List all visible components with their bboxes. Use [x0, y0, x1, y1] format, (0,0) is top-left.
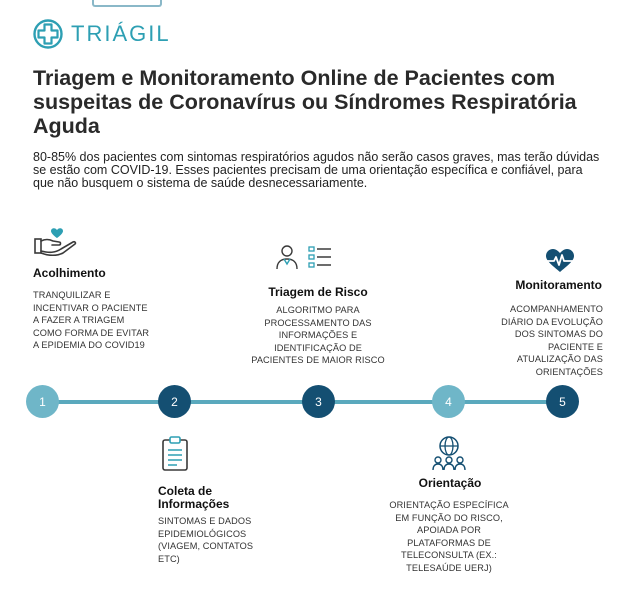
hand-heart-icon — [33, 226, 79, 256]
doctor-list-icon — [276, 244, 332, 270]
page-title: Triagem e Monitoramento Online de Pacientes com suspeitas de Coronavírus ou Síndromes Respiratória Aguda — [33, 66, 577, 138]
step-4-title: Orientação — [418, 476, 482, 490]
step-1-description: TRANQUILIZAR E INCENTIVAR O PACIENTE A FAZER A TRIAGEM COMO FORMA DE EVITAR A EPIDEMIA DO COVID19 — [33, 290, 150, 351]
step-3-node: 3 — [302, 385, 335, 418]
intro-paragraph: 80-85% dos pacientes com sintomas respiratórios agudos não serão casos graves, mas terão dúvidas se estão com COVID-19. Esses pacientes precisam de uma orientação específica e confiável, para que não busquem o sistema de saúde desnecessariamente. — [33, 150, 600, 190]
cross-logo-icon — [33, 19, 63, 49]
step-3-description: ALGORITMO PARA PROCESSAMENTO DAS INFORMAÇÕES E IDENTIFICAÇÃO DE PACIENTES DE MAIOR RISCO — [251, 305, 385, 366]
globe-people-icon — [431, 436, 467, 472]
step-2-node: 2 — [158, 385, 191, 418]
heart-pulse-icon — [544, 248, 576, 274]
brand-logo — [33, 14, 171, 54]
step-2-title: Coleta de Informações — [158, 484, 230, 511]
step-3-title: Triagem de Risco — [268, 285, 368, 299]
step-1-title: Acolhimento — [33, 266, 106, 280]
step-5-description: ACOMPANHAMENTO DIÁRIO DA EVOLUÇÃO DOS SINTOMAS DO PACIENTE E ATUALIZAÇÃO DAS ORIENTAÇÕES — [501, 304, 603, 377]
step-1-node: 1 — [26, 385, 59, 418]
brand-name: TRIÁGIL — [71, 21, 171, 46]
clipboard-icon — [161, 436, 189, 472]
decorative-stub — [92, 0, 162, 7]
step-4-node: 4 — [432, 385, 465, 418]
step-4-description: ORIENTAÇÃO ESPECÍFICA EM FUNÇÃO DO RISCO, APOIADA POR PLATAFORMAS DE TELECONSULTA (EX.: TELESAÚDE UERJ) — [389, 500, 509, 573]
step-2-description: SINTOMAS E DADOS EPIDEMIOLÓGICOS (VIAGEM, CONTATOS ETC) — [158, 516, 254, 564]
step-5-title: Monitoramento — [515, 278, 602, 292]
step-5-node: 5 — [546, 385, 579, 418]
